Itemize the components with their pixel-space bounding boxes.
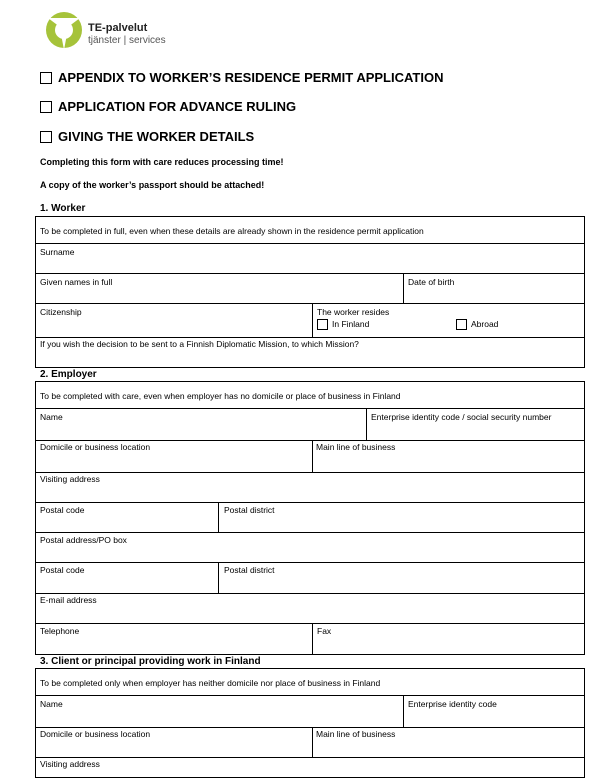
citizenship-field[interactable]: Citizenship [40, 307, 82, 317]
brand-name: TE-palvelut [88, 22, 148, 34]
section-client-heading: 3. Client or principal providing work in Finland [40, 656, 261, 667]
checkbox-abroad[interactable] [456, 319, 467, 330]
employer-intro: To be completed with care, even when employer has no domicile or place of business in Finland [40, 391, 401, 401]
client-visiting-address-field[interactable]: Visiting address [40, 759, 100, 769]
checkbox-appendix[interactable] [40, 72, 52, 84]
client-name-field[interactable]: Name [40, 699, 63, 709]
client-intro: To be completed only when employer has neither domicile nor place of business in Finland [40, 678, 381, 688]
employer-box [35, 381, 585, 655]
employer-visiting-address-field[interactable]: Visiting address [40, 474, 100, 484]
section-worker-heading: 1. Worker [40, 203, 86, 214]
resides-label: The worker resides [317, 307, 390, 317]
worker-box [35, 216, 585, 368]
checkbox-worker-details[interactable] [40, 131, 52, 143]
client-enterprise-id-field[interactable]: Enterprise identity code [408, 699, 497, 709]
employer-postal-district2-field[interactable]: Postal district [224, 565, 275, 575]
employer-name-field[interactable]: Name [40, 412, 63, 422]
checkbox-in-finland[interactable] [317, 319, 328, 330]
employer-postal-address-field[interactable]: Postal address/PO box [40, 535, 127, 545]
abroad-label: Abroad [471, 319, 499, 329]
given-names-field[interactable]: Given names in full [40, 277, 113, 287]
title-appendix-label: APPENDIX TO WORKER’S RESIDENCE PERMIT APPLICATION [58, 70, 444, 85]
date-of-birth-field[interactable]: Date of birth [408, 277, 455, 287]
employer-domicile-field[interactable]: Domicile or business location [40, 442, 151, 452]
employer-postal-code-field[interactable]: Postal code [40, 505, 85, 515]
title-worker-details [40, 129, 254, 144]
logo [44, 10, 84, 50]
client-domicile-field[interactable]: Domicile or business location [40, 729, 151, 739]
employer-main-line-field[interactable]: Main line of business [316, 442, 396, 452]
title-advance-ruling-label: APPLICATION FOR ADVANCE RULING [58, 99, 297, 114]
resides-finland-option[interactable] [317, 319, 369, 330]
employer-email-field[interactable]: E-mail address [40, 595, 97, 605]
brand-sub: tjänster | services [88, 35, 166, 46]
mission-field[interactable]: If you wish the decision to be sent to a Finnish Diplomatic Mission, to which Mission? [40, 339, 359, 349]
note-care: Completing this form with care reduces processing time! [40, 157, 284, 167]
employer-fax-field[interactable]: Fax [317, 626, 332, 636]
employer-postal-code2-field[interactable]: Postal code [40, 565, 85, 575]
surname-field[interactable]: Surname [40, 247, 75, 257]
client-main-line-field[interactable]: Main line of business [316, 729, 396, 739]
section-employer-heading: 2. Employer [40, 369, 97, 380]
employer-enterprise-id-field[interactable]: Enterprise identity code / social security number [371, 412, 552, 422]
resides-abroad-option[interactable] [456, 319, 498, 330]
employer-telephone-field[interactable]: Telephone [40, 626, 80, 636]
note-passport: A copy of the worker’s passport should be attached! [40, 180, 265, 190]
te-logo-icon [44, 10, 84, 50]
employer-postal-district-field[interactable]: Postal district [224, 505, 275, 515]
title-appendix [40, 70, 443, 85]
checkbox-advance-ruling[interactable] [40, 101, 52, 113]
worker-intro: To be completed in full, even when these details are already shown in the residence permit application [40, 226, 424, 236]
in-finland-label: In Finland [332, 319, 370, 329]
title-advance-ruling [40, 99, 296, 114]
title-worker-details-label: GIVING THE WORKER DETAILS [58, 129, 255, 144]
